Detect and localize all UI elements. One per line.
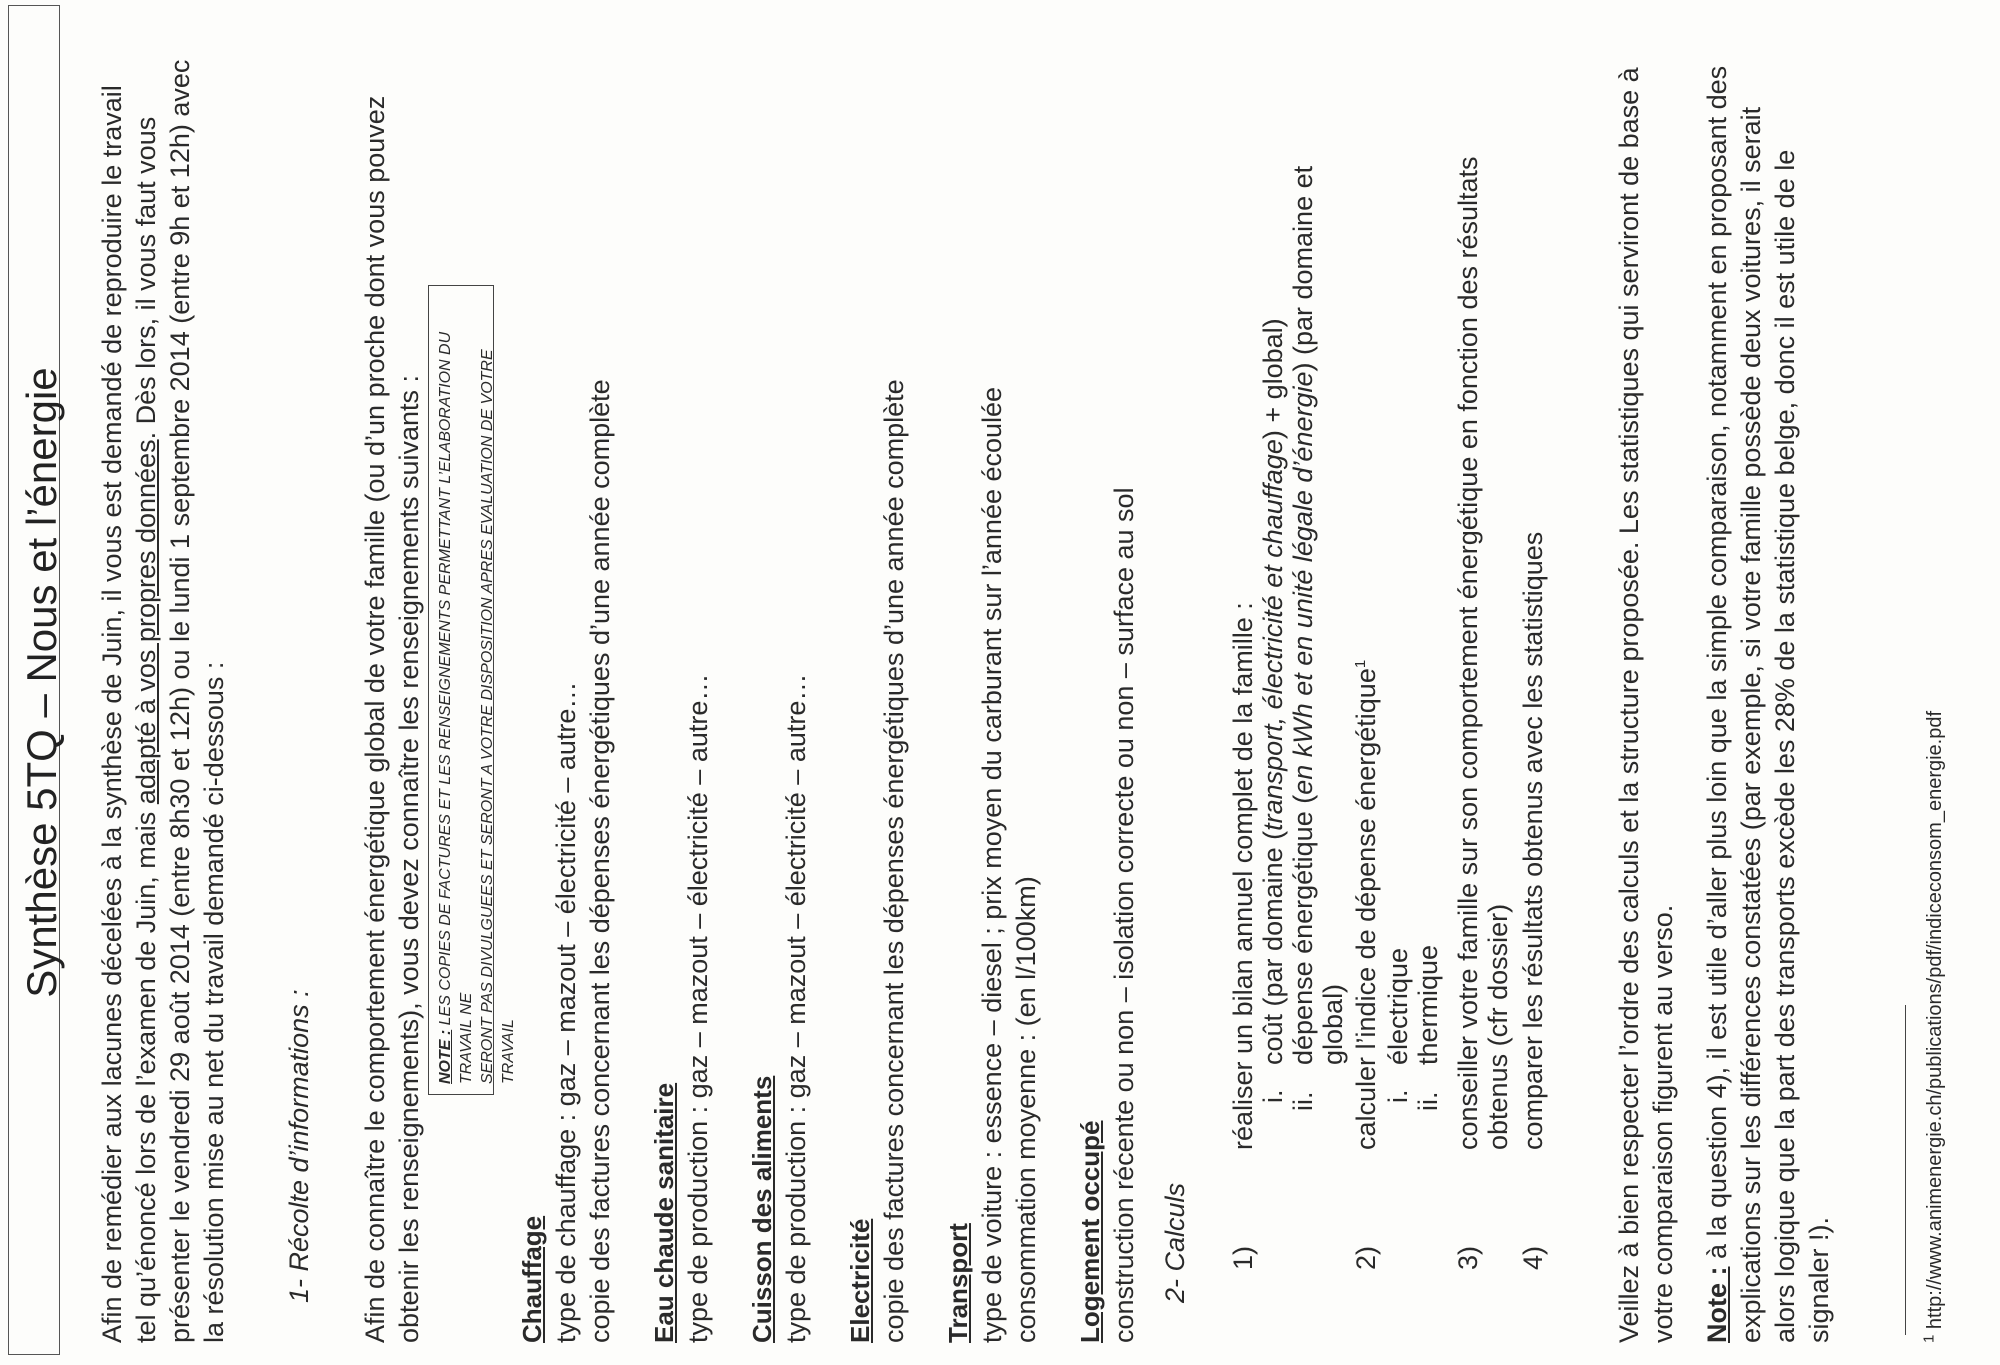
category-cooking: Cuisson des aliments type de production : gaz – mazout – électricité – autre… [747,673,811,1343]
confidentiality-note: NOTE : LES COPIES DE FACTURES ET LES RENSEIGNEMENTS PERMETTANT L’ELABORATION DU TRAVAIL NE SERONT PAS DIVULGUEES ET SERONT A VOTRE DISPOSITION APRES EVALUATION DE VOTRE TRAVAIL [428,285,494,1095]
calculations-list: 1) réaliser un bilan annuel complet de la famille : i. coût (par domaine (transport, électricité et chauffage) + global) ii. dépense énergétique (en kWh et en unité légale d’énergie) (par domaine et global) 2) calculer l’indice de dépense énergétique$^1$ i. électrique ii. thermique 3) conseiller votre famille sur son comportement énergétique en fonction des résultats obtenus (cfr dossier) 4) comparer les résultats obtenus avec les statistiques [1228,156,1548,1270]
intro-line: tel qu’énoncé lors de l’examen de Juin, mais adapté à vos propres données. Dès lors, il vous faut vous [131,116,161,1343]
section1-heading: 1- Récolte d’informations : [284,989,314,1303]
page-title: Synthèse 5TQ – Nous et l’énergie [18,367,65,998]
category-transport: Transport type de voiture : essence – diesel ; prix moyen du carburant sur l’année écoulée consommation moyenne : (en l/100km) [943,386,1041,1343]
category-electricity: Electricité copie des factures concernant les dépenses énergétiques d’une année complète [845,379,909,1343]
intro-line: la résolution mise au net du travail demandé ci-dessous : [199,661,229,1343]
closing-paragraph: Veillez à bien respecter l’ordre des calculs et la structure proposée. Les statistiques qui serviront de base à votre comparaison figurent au verso. [1614,67,1678,1343]
note-paragraph: Note : à la question 4), il est utile d’aller plus loin que la simple comparaison, notamment en proposant des explications sur les différences constatées (par exemple, si votre famille possède deux voitures, il serait alors logique que la part des transports excède les 28% de la statistique belge, donc il est utile de le signaler !). [1702,65,1834,1343]
section1-line: Afin de connaître le comportement énergétique global de votre famille (ou d’un proche dont vous pouvez [360,95,390,1343]
category-housing: Logement occupé construction récente ou non – isolation correcte ou non – surface au sol [1075,487,1139,1343]
footnote: $^1$ http://www.animenergie.ch/publications/pdf/indiceconsom_energie.pdf [1920,710,1946,1343]
category-list [515,379,1141,1343]
category-heating: Chauffage type de chauffage : gaz – mazout – électricité – autre… copie des factures concernant les dépenses énergétiques d’une année complète [517,379,615,1343]
intro-line: Afin de remédier aux lacunes décelées à la synthèse de Juin, il vous est demandé de reproduire le travail [97,85,127,1343]
section2-heading: 2- Calculs [1160,1182,1190,1303]
section1-paragraph [358,43,426,1343]
section1-line: obtenir les renseignements), vous devez connaître les renseignements suivants : [394,374,424,1343]
intro-paragraph [95,43,231,1343]
footnote-divider [1905,1005,1906,1335]
category-hot-water: Eau chaude sanitaire type de production : gaz – mazout – électricité – autre… [649,673,713,1343]
intro-line: présenter le vendredi 29 août 2014 (entre 8h30 et 12h) ou le lundi 1 septembre 2014 (entre 9h et 12h) avec [165,59,195,1343]
